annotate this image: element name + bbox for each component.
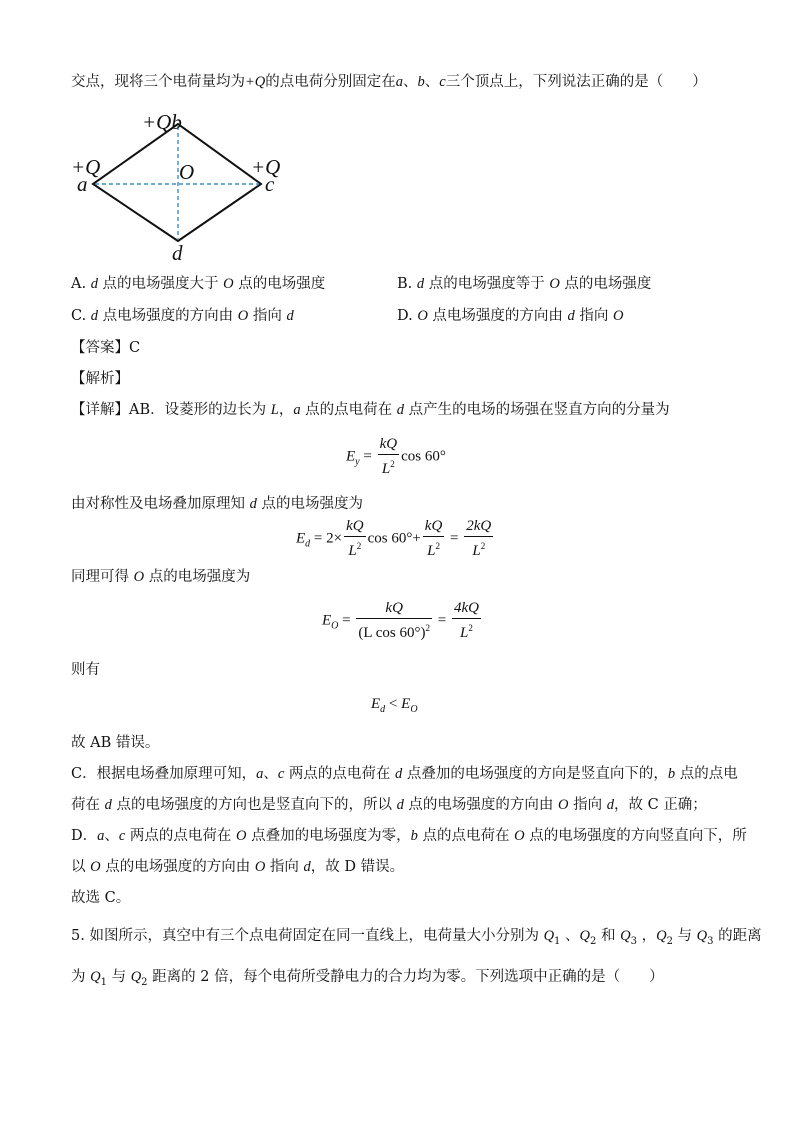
symbol: d	[303, 859, 311, 875]
detail-line-4: 则有	[71, 662, 100, 678]
option-text: 点电场强度的方向由	[427, 308, 568, 324]
option-letter: C.	[71, 308, 91, 324]
detail-line-5: 故 AB 错误。	[71, 735, 160, 751]
analysis-label: 【解析】	[71, 371, 129, 387]
subscript: 1	[100, 976, 107, 988]
numerator: 4kQ	[452, 600, 481, 619]
term: cos 60°+	[367, 530, 421, 547]
option-text: 指向	[248, 308, 287, 324]
symbol: E	[401, 696, 411, 712]
text: 为	[71, 969, 91, 985]
operator: <	[385, 696, 402, 712]
text: 点产生的电场的场强在竖直方向的分量为	[404, 402, 670, 418]
numerator: kQ	[344, 518, 366, 537]
stem-text: 三个顶点上，下列说法正确的是（ ）	[445, 74, 707, 90]
denominator: L	[472, 543, 481, 559]
stem-text: 的点电荷分别固定在	[265, 74, 396, 90]
symbol: O	[90, 859, 101, 875]
option-text: 点的电场强度等于	[424, 276, 550, 292]
charge-symbol: +Q	[245, 74, 266, 90]
denominator: (L cos 60°)	[358, 625, 426, 641]
denominator: L	[427, 543, 436, 559]
text: 由对称性及电场叠加原理知	[71, 496, 250, 512]
text: 点的电场强度的方向也是竖直向下的，所以	[111, 797, 397, 813]
operator: =	[359, 448, 376, 465]
symbol: b	[667, 766, 676, 782]
fraction	[423, 518, 445, 560]
detail-line-3	[71, 567, 250, 587]
symbol: a	[256, 766, 264, 782]
vertex-c: c	[439, 74, 446, 90]
text: 点的点电	[675, 766, 738, 782]
text: 两点的点电荷在	[125, 828, 237, 844]
text: 点的点电荷在	[300, 402, 397, 418]
operator: =	[338, 612, 355, 629]
text: 、	[104, 828, 119, 844]
text: 荷在	[71, 797, 105, 813]
text: 点叠加的电场强度为零，	[246, 828, 411, 844]
text: 点的电场强度的方向竖直向下，所	[524, 828, 747, 844]
denominator: L	[460, 625, 469, 641]
text: 与	[672, 928, 697, 944]
superscript: 2	[435, 541, 440, 551]
equation-ed	[296, 518, 495, 560]
superscript: 2	[468, 623, 473, 633]
text: 距离的 2 倍，每个电荷所受静电力的合力均为零。下列选项中正确的是（ ）	[147, 969, 664, 985]
detail-line-1	[71, 400, 670, 420]
text: ，	[636, 928, 657, 944]
text: 点的电场强度的方向由	[403, 797, 559, 813]
detail-label: 【详解】	[71, 402, 129, 418]
label-c: c	[265, 172, 275, 196]
text: 指向	[265, 859, 304, 875]
subscript: y	[355, 456, 360, 468]
symbol: d	[104, 797, 112, 813]
text: 与	[106, 969, 131, 985]
text: D．	[71, 828, 98, 844]
symbol: c	[118, 828, 126, 844]
text: AB．设菱形的边长为	[129, 402, 271, 418]
symbol: Q	[579, 928, 591, 944]
point-symbol: d	[90, 308, 99, 324]
symbol: O	[133, 569, 145, 585]
subscript: 1	[554, 935, 561, 947]
text: 两点的点电荷在	[284, 766, 395, 782]
text: C．根据电场叠加原理可知，	[71, 766, 257, 782]
numerator: kQ	[423, 518, 445, 537]
option-text: 点电场强度的方向由	[98, 308, 238, 324]
symbol: E	[296, 530, 306, 547]
symbol: L	[270, 402, 279, 418]
subscript: 3	[630, 935, 637, 947]
detail-line-8	[71, 826, 747, 846]
separator: 、	[424, 74, 440, 90]
label-a-charge: +Q	[71, 155, 101, 179]
subscript: 2	[666, 935, 673, 947]
symbol: d	[396, 402, 405, 418]
detail-line-2	[71, 494, 363, 514]
text: 的距离	[713, 928, 762, 944]
point-symbol: O	[237, 308, 249, 324]
text: 同理可得	[71, 569, 134, 585]
symbol: Q	[696, 928, 708, 944]
fraction	[344, 518, 366, 560]
point-symbol: O	[223, 276, 234, 292]
separator: 、	[403, 74, 418, 90]
label-b-charge: +Qb	[142, 110, 182, 134]
text: 、	[560, 928, 580, 944]
text: ，故 C 正确；	[614, 797, 707, 813]
option-letter: B.	[397, 276, 417, 292]
text: 和	[596, 928, 621, 944]
detail-line-6	[71, 764, 738, 784]
detail-line-9	[71, 857, 404, 877]
point-symbol: d	[416, 276, 425, 292]
option-letter: A.	[71, 276, 91, 292]
symbol: E	[322, 612, 332, 629]
point-symbol: d	[90, 276, 98, 292]
fraction	[378, 436, 400, 478]
operator: = 2×	[310, 530, 343, 547]
option-letter: D.	[397, 308, 418, 324]
text: 以	[71, 859, 91, 875]
symbol: O	[514, 828, 525, 844]
text: ，	[278, 402, 294, 418]
option-b	[397, 274, 651, 294]
option-d	[397, 306, 623, 326]
symbol: Q	[543, 928, 555, 944]
subscript: 2	[141, 976, 148, 988]
label-d: d	[172, 241, 183, 264]
question5-line-2	[71, 967, 664, 993]
text: 点的电场强度的方向由	[100, 859, 255, 875]
text: 、	[263, 766, 278, 782]
answer-value: C	[129, 340, 141, 356]
subscript: d	[380, 704, 386, 715]
symbol: E	[371, 696, 381, 712]
option-text: 点的电场强度大于	[97, 276, 224, 292]
rhombus-diagram	[66, 104, 296, 264]
denominator: L	[348, 543, 357, 559]
symbol: E	[346, 448, 356, 465]
symbol: d	[395, 766, 403, 782]
numerator: kQ	[378, 436, 400, 455]
superscript: 2	[425, 623, 430, 633]
symbol: a	[293, 402, 301, 418]
subscript: O	[410, 704, 418, 715]
text: 点的点电荷在	[417, 828, 515, 844]
symbol: O	[254, 859, 266, 875]
fraction	[356, 600, 432, 642]
symbol: O	[558, 797, 569, 813]
symbol: Q	[620, 928, 631, 944]
vertex-a: a	[395, 74, 404, 90]
point-symbol: O	[613, 308, 624, 324]
rhombus-outline	[93, 124, 261, 241]
fraction	[464, 518, 493, 560]
equation-eo	[322, 600, 483, 642]
option-text: 指向	[574, 308, 613, 324]
text: 点叠加的电场强度的方向是竖直向下的，	[402, 766, 668, 782]
equation-ey	[346, 436, 446, 478]
denominator: L	[381, 461, 391, 477]
symbol: d	[606, 797, 614, 813]
symbol: Q	[130, 969, 142, 985]
answer-label: 【答案】	[71, 340, 129, 356]
subscript: 3	[707, 935, 714, 947]
option-text: 点的电场强度	[559, 276, 652, 292]
symbol: O	[236, 828, 247, 844]
superscript: 2	[356, 541, 362, 551]
subscript: 2	[590, 935, 597, 947]
text: ，故 D 错误。	[310, 859, 405, 875]
fraction	[452, 600, 481, 642]
symbol: Q	[656, 928, 667, 944]
term: cos 60°	[401, 448, 446, 465]
label-a: a	[77, 172, 88, 196]
stem-text: 交点，现将三个电荷量均为	[71, 74, 245, 90]
question5-line-1	[71, 926, 762, 952]
point-symbol: O	[549, 276, 560, 292]
option-text: 点的电场强度	[233, 276, 326, 292]
numerator: 2kQ	[464, 518, 493, 537]
text: 指向	[568, 797, 607, 813]
answer-line	[71, 338, 140, 358]
detail-line-10: 故选 C。	[71, 890, 131, 906]
text: 点的电场强度为	[144, 569, 251, 585]
operator: =	[446, 530, 463, 547]
subscript: O	[331, 620, 339, 632]
symbol: b	[410, 828, 418, 844]
detail-line-7	[71, 795, 707, 815]
question-stem	[71, 72, 707, 92]
text: 点的电场强度为	[256, 496, 363, 512]
label-c-charge: +Q	[251, 155, 281, 179]
operator: =	[433, 612, 450, 629]
vertex-b: b	[417, 74, 425, 90]
equation-compare	[371, 696, 418, 715]
symbol: Q	[90, 969, 101, 985]
text: 5. 如图所示，真空中有三个点电荷固定在同一直线上，电荷量大小分别为	[71, 928, 544, 944]
symbol: d	[396, 797, 404, 813]
symbol: d	[249, 496, 257, 512]
superscript: 2	[480, 541, 486, 551]
point-symbol: d	[567, 308, 575, 324]
symbol: c	[277, 766, 285, 782]
superscript: 2	[390, 459, 395, 469]
point-symbol: d	[286, 308, 294, 324]
option-c	[71, 306, 294, 326]
symbol: a	[97, 828, 105, 844]
label-o: O	[179, 160, 195, 184]
point-symbol: O	[417, 308, 428, 324]
subscript: d	[305, 538, 311, 550]
numerator: kQ	[356, 600, 432, 619]
option-a	[71, 274, 325, 294]
